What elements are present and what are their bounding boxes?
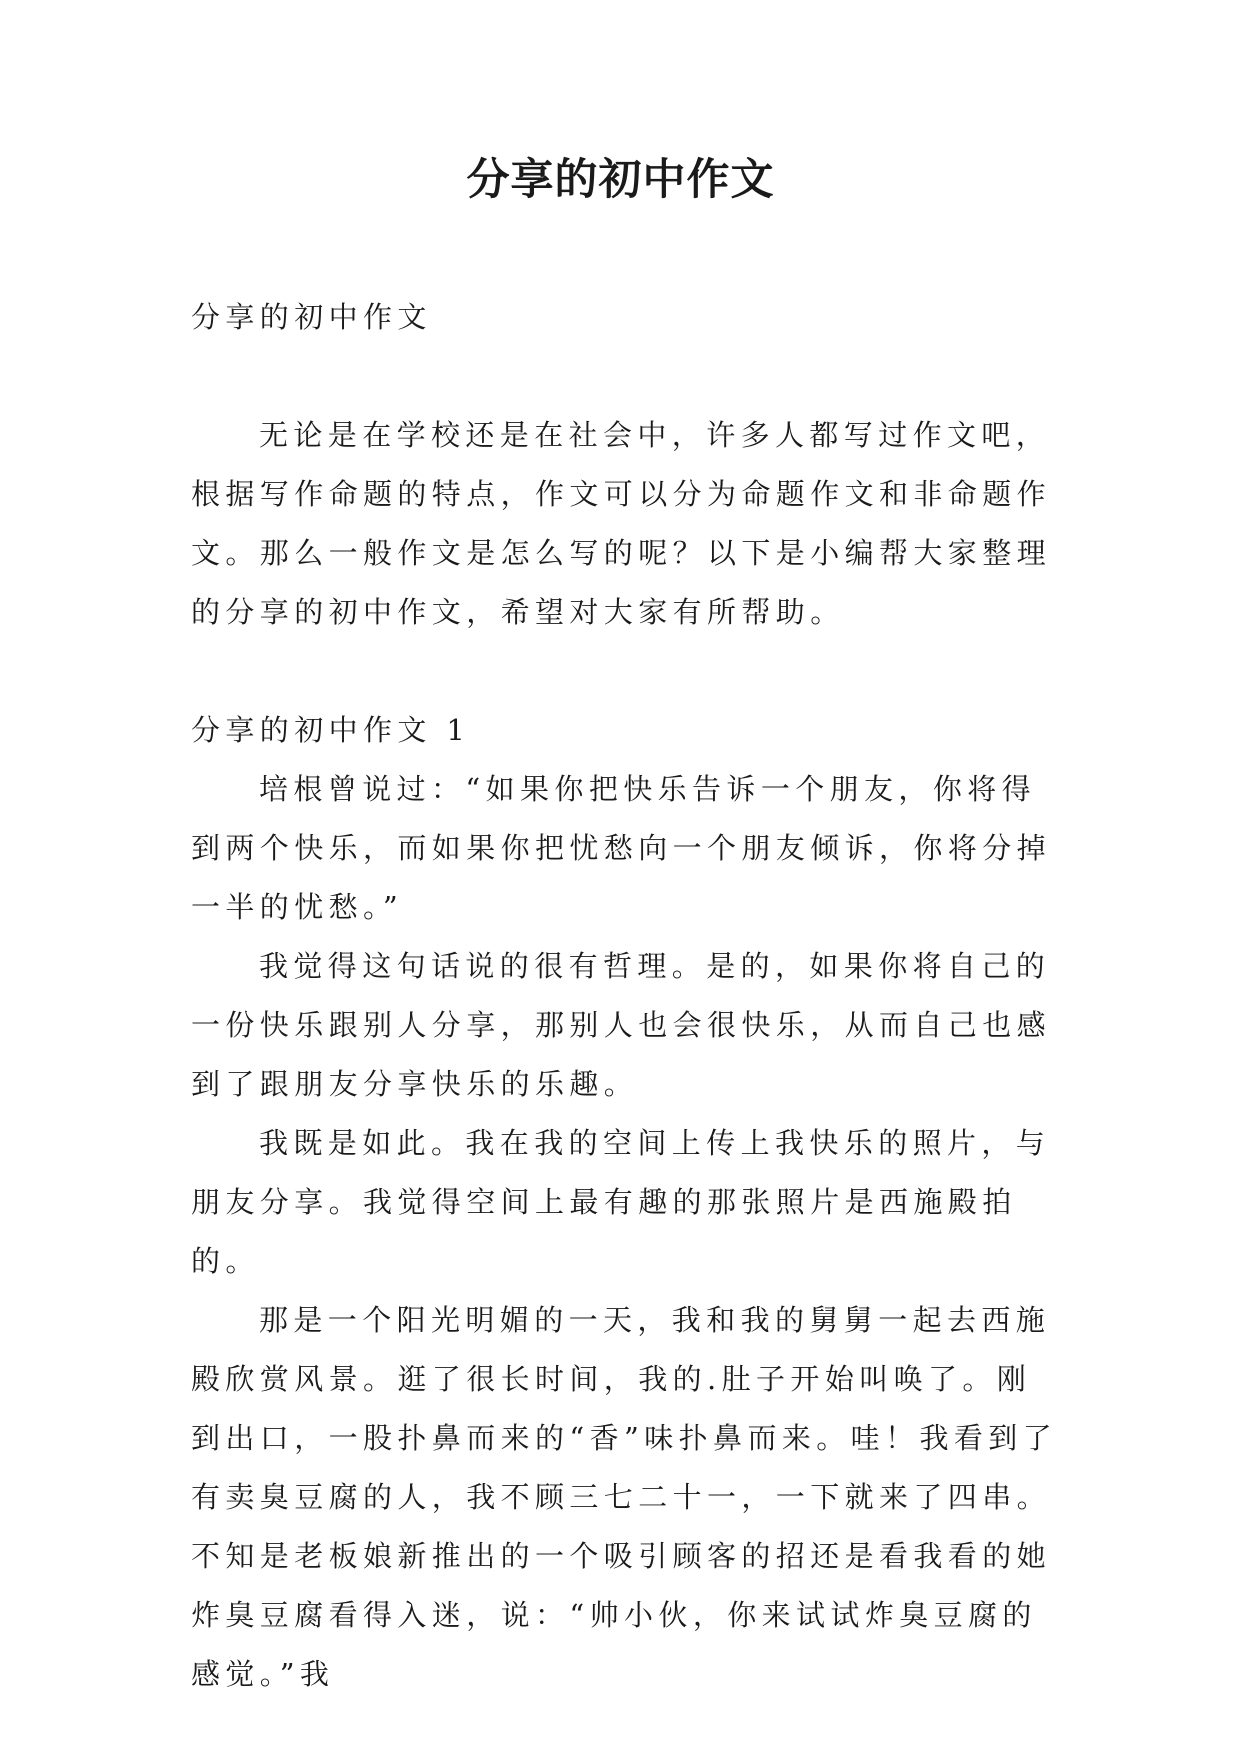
section-heading: 分享的初中作文 1 [191, 713, 471, 747]
document-subtitle: 分享的初中作文 [191, 300, 432, 334]
body-paragraph: 培根曾说过：“如果你把快乐告诉一个朋友，你将得到两个快乐，而如果你把忧愁向一个朋友倾诉，你将分掉一半的忧愁。” [191, 772, 1052, 924]
body-paragraph: 我觉得这句话说的很有哲理。是的，如果你将自己的一份快乐跟别人分享，那别人也会很快乐，从而自己也感到了跟朋友分享快乐的乐趣。 [191, 949, 1052, 1101]
document-body [191, 288, 1061, 1704]
intro-paragraph: 无论是在学校还是在社会中，许多人都写过作文吧，根据写作命题的特点，作文可以分为命题作文和非命题作文。那么一般作文是怎么写的呢？以下是小编帮大家整理的分享的初中作文，希望对大家有所帮助。 [191, 418, 1052, 629]
body-paragraph: 我既是如此。我在我的空间上传上我快乐的照片，与朋友分享。我觉得空间上最有趣的那张照片是西施殿拍的。 [191, 1126, 1051, 1278]
body-paragraph: 那是一个阳光明媚的一天，我和我的舅舅一起去西施殿欣赏风景。逛了很长时间，我的.肚子开始叫唤了。刚到出口，一股扑鼻而来的“香”味扑鼻而来。哇！我看到了有卖臭豆腐的人，我不顾三七二十一，一下就来了四串。不知是老板娘新推出的一个吸引顾客的招还是看我看的她炸臭豆腐看得入迷，说：“帅小伙，你来试试炸臭豆腐的感觉。”我 [191, 1303, 1058, 1691]
document-title: 分享的初中作文 [466, 155, 775, 205]
